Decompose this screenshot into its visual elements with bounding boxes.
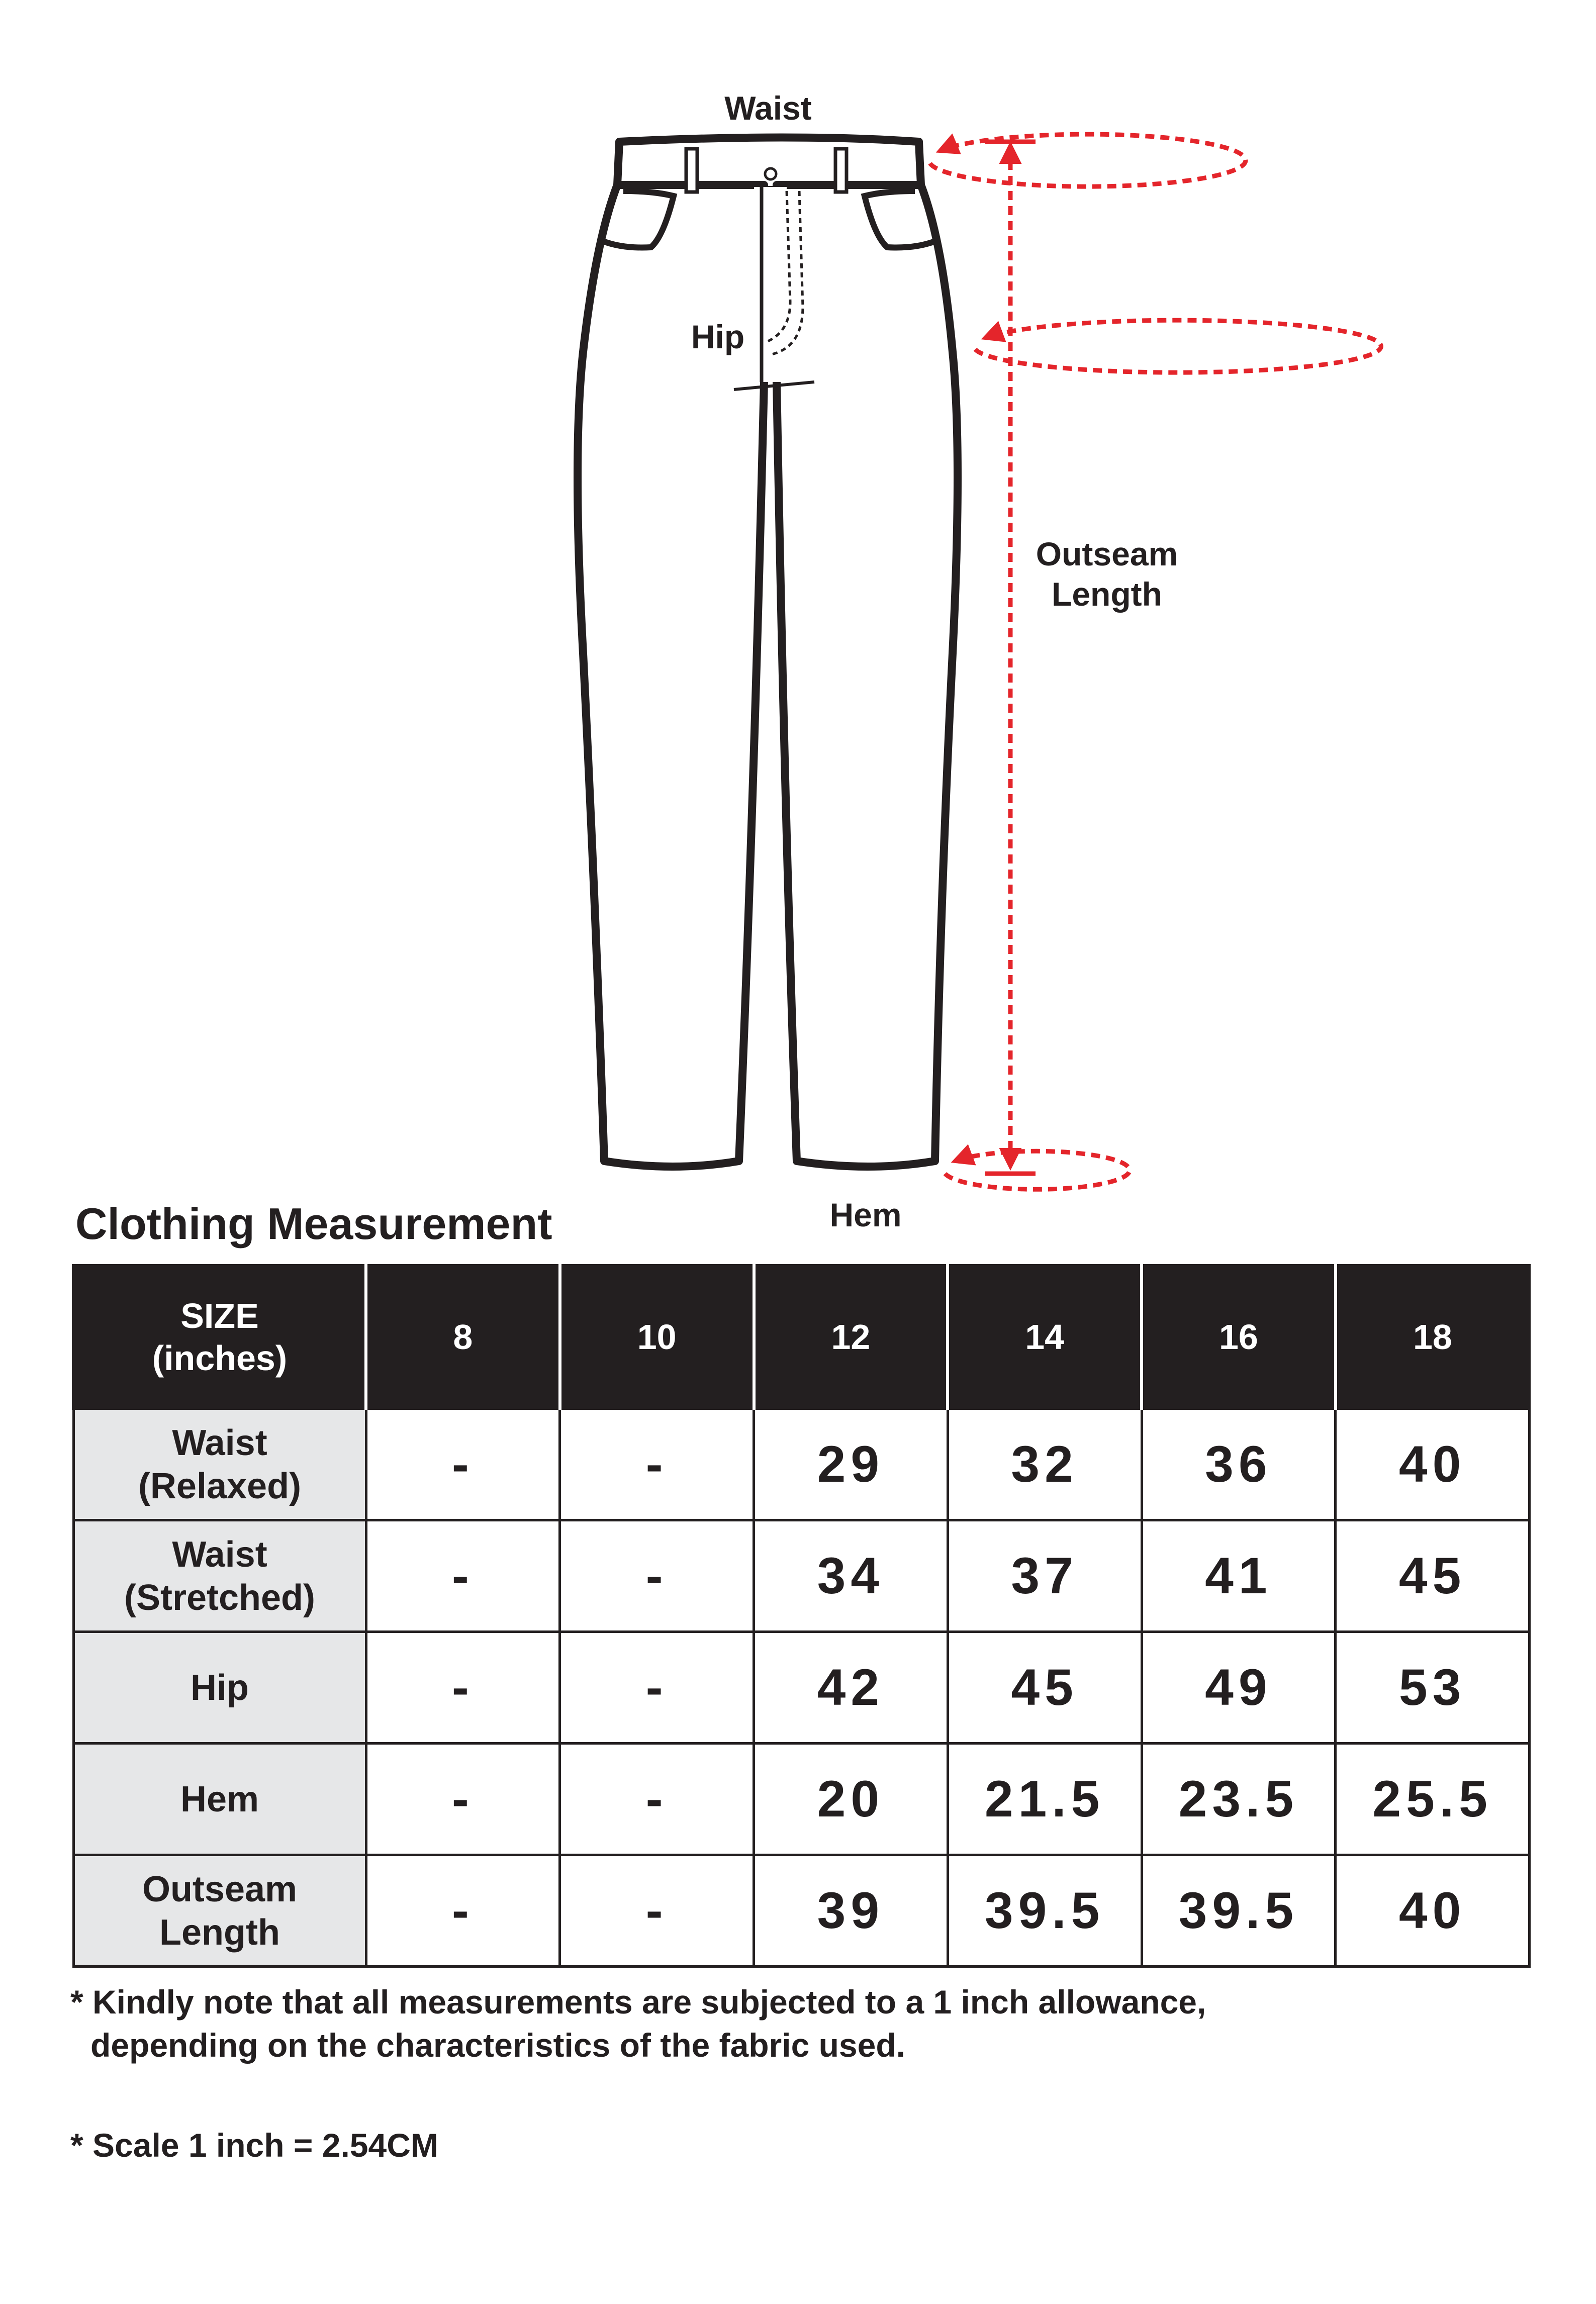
page-title: Clothing Measurement [75, 1199, 552, 1249]
fly-area [754, 187, 787, 382]
right-leg [777, 185, 958, 1167]
size-column-header: 10 [560, 1266, 754, 1409]
table-row [73, 1409, 1530, 1520]
row-label-line1: Waist [172, 1534, 267, 1575]
row-label-line2: (Relaxed) [138, 1466, 302, 1506]
scale-note: * Scale 1 inch = 2.54CM [70, 2127, 438, 2164]
belt-loop [835, 149, 847, 192]
waist-label: Waist [724, 89, 812, 127]
button [765, 168, 776, 179]
measurement-guides [930, 134, 1381, 1189]
row-label-line1: Waist [172, 1422, 267, 1463]
table-cell: 39 [754, 1855, 948, 1967]
table-cell: - [366, 1855, 560, 1967]
size-header-line2: (inches) [152, 1338, 288, 1378]
table-cell: - [560, 1744, 754, 1855]
table-cell: 39.5 [1142, 1855, 1336, 1967]
row-label-line2: (Stretched) [124, 1577, 316, 1618]
allowance-note-line1: * Kindly note that all measurements are subjected to a 1 inch allowance, [70, 1983, 1206, 2021]
table-cell: 32 [948, 1409, 1142, 1520]
table-cell: 21.5 [948, 1744, 1142, 1855]
table-cell: 36 [1142, 1409, 1336, 1520]
row-label-line1: Hem [180, 1779, 259, 1819]
table-cell: 45 [1336, 1520, 1530, 1632]
table-cell: 37 [948, 1520, 1142, 1632]
table-cell: 41 [1142, 1520, 1336, 1632]
size-header-cell [73, 1266, 366, 1409]
hip-guide [975, 320, 1381, 372]
table-cell: - [366, 1520, 560, 1632]
outseam-label-line1: Outseam [1036, 535, 1178, 572]
table-cell: 39.5 [948, 1855, 1142, 1967]
row-label [73, 1744, 366, 1855]
table-cell: 20 [754, 1744, 948, 1855]
table-cell: 23.5 [1142, 1744, 1336, 1855]
table-cell: - [366, 1744, 560, 1855]
size-column-header: 12 [754, 1266, 948, 1409]
table-row [73, 1744, 1530, 1855]
hem-label: Hem [829, 1196, 902, 1231]
row-label-line1: Hip [191, 1667, 249, 1708]
hem-guide [945, 1151, 1130, 1189]
waist-guide [930, 134, 1246, 186]
table-cell: 34 [754, 1520, 948, 1632]
row-label [73, 1855, 366, 1967]
table-row [73, 1520, 1530, 1632]
table-header-row [73, 1266, 1530, 1409]
table-cell: 53 [1336, 1632, 1530, 1744]
size-column-header: 18 [1336, 1266, 1530, 1409]
row-label [73, 1409, 366, 1520]
size-column-header: 16 [1142, 1266, 1336, 1409]
size-chart-table [72, 1264, 1531, 1968]
row-label-line1: Outseam [142, 1869, 298, 1909]
allowance-note-line2: depending on the characteristics of the fabric used. [90, 2027, 905, 2064]
size-column-header: 8 [366, 1266, 560, 1409]
outseam-label-line2: Length [1052, 575, 1162, 613]
row-label-line2: Length [159, 1912, 280, 1953]
table-cell: - [366, 1409, 560, 1520]
size-column-header: 14 [948, 1266, 1142, 1409]
table-cell: 49 [1142, 1632, 1336, 1744]
table-cell: - [560, 1520, 754, 1632]
table-row [73, 1855, 1530, 1967]
table-cell: - [560, 1409, 754, 1520]
belt-loop [686, 149, 697, 192]
table-cell: 40 [1336, 1409, 1530, 1520]
table-cell: 45 [948, 1632, 1142, 1744]
table-cell: 42 [754, 1632, 948, 1744]
row-label [73, 1520, 366, 1632]
row-label [73, 1632, 366, 1744]
table-cell: 29 [754, 1409, 948, 1520]
table-cell: - [560, 1632, 754, 1744]
allowance-note [70, 1980, 1528, 2067]
table-cell: 40 [1336, 1855, 1530, 1967]
size-header-line1: SIZE [180, 1296, 259, 1335]
hip-label: Hip [691, 318, 745, 355]
table-row [73, 1632, 1530, 1744]
table-cell: - [560, 1855, 754, 1967]
table-cell: - [366, 1632, 560, 1744]
table-cell: 25.5 [1336, 1744, 1530, 1855]
